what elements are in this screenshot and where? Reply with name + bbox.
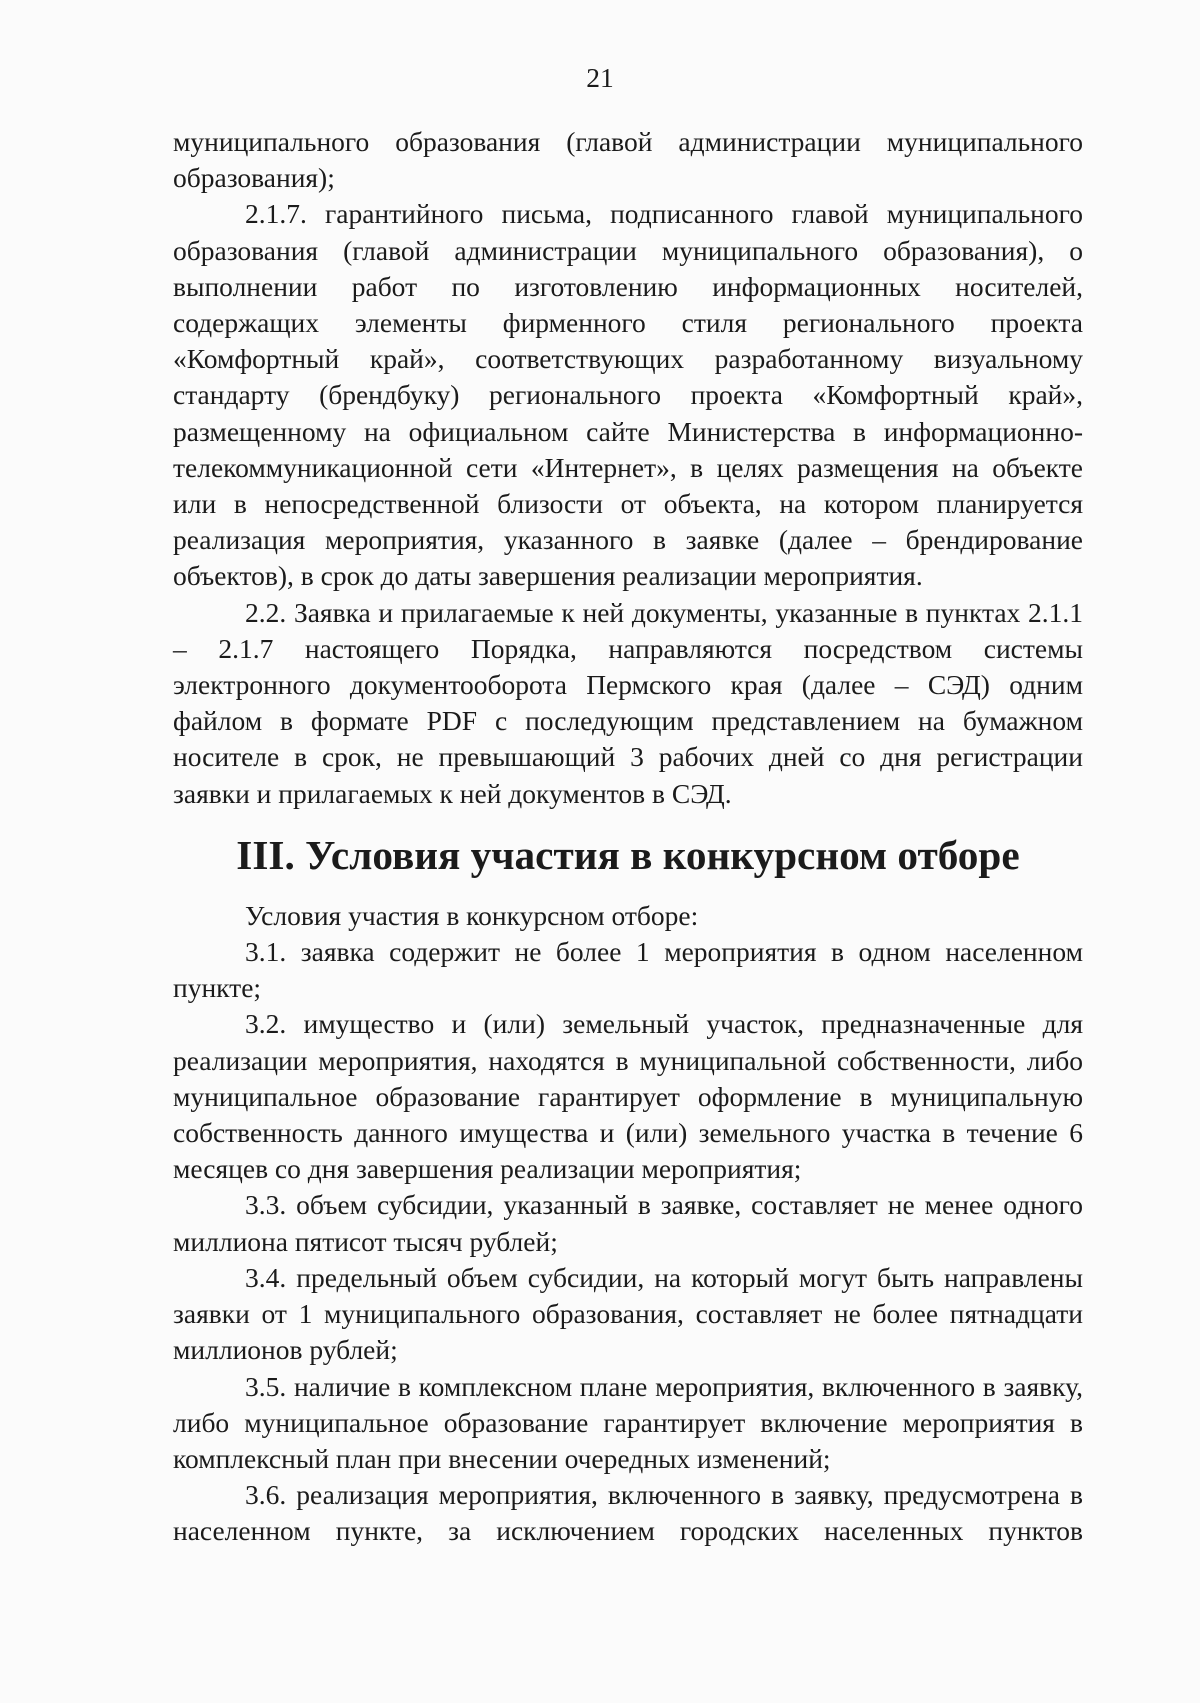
- paragraph-2-2: 2.2. Заявка и прилагаемые к ней документы, указанные в пунктах 2.1.1 – 2.1.7 настоящего Порядка, направляются посредством системы электронного документооборота Пермского края (далее – СЭД) одним файлом в формате PDF с последующим представлением на бумажном носителе в срок, не превышающий 3 рабочих дней со дня регистрации заявки и прилагаемых к ней документов в СЭД.: [173, 596, 1083, 809]
- paragraph-2-1-7: 2.1.7. гарантийного письма, подписанного главой муниципального образования (главой администрации муниципального образования), о выполнении работ по изготовлению информационных носителей, содержащих элементы фирменного стиля регионального проекта «Комфортный край», соответствующих разработанному визуальному стандарту (брендбуку) регионального проекта «Комфортный край», размещенному на официальном сайте Министерства в информационно-телекоммуникационной сети «Интернет», в целях размещения на объекте или в непосредственной близости от объекта, на котором планируется реализация мероприятия, указанного в заявке (далее – брендирование объектов), в срок до даты завершения реализации мероприятия.: [173, 198, 1083, 592]
- page-number: 21: [586, 62, 614, 93]
- paragraph-3-6: 3.6. реализация мероприятия, включенного в заявку, предусмотрена в населенном пункте, за исключением городских населенных пунктов: [173, 1479, 1083, 1547]
- paragraph-3-2: 3.2. имущество и (или) земельный участок, предназначенные для реализации мероприятия, находятся в муниципальной собственности, либо муниципальное образование гарантирует оформление в муниципальную собственность данного имущества и (или) земельного участка в течение 6 месяцев со дня завершения реализации мероприятия;: [173, 1008, 1083, 1185]
- paragraph-3-4: 3.4. предельный объем субсидии, на который могут быть направлены заявки от 1 муниципального образования, составляет не более пятнадцати миллионов рублей;: [173, 1261, 1083, 1366]
- paragraph-3-5: 3.5. наличие в комплексном плане мероприятия, включенного в заявку, либо муниципальное образование гарантирует включение мероприятия в комплексный план при внесении очередных изменений;: [173, 1370, 1083, 1474]
- paragraph-continuation: муниципального образования (главой администрации муниципального образования);: [173, 126, 1083, 194]
- paragraph-3-3: 3.3. объем субсидии, указанный в заявке, составляет не менее одного миллиона пятисот тысяч рублей;: [173, 1189, 1083, 1257]
- section-heading: III. Условия участия в конкурсном отборе: [236, 831, 1020, 878]
- paragraph-3-1: 3.1. заявка содержит не более 1 мероприятия в одном населенном пункте;: [173, 936, 1083, 1004]
- document-body: [173, 124, 1083, 1550]
- paragraph-intro: Условия участия в конкурсном отборе:: [245, 899, 699, 931]
